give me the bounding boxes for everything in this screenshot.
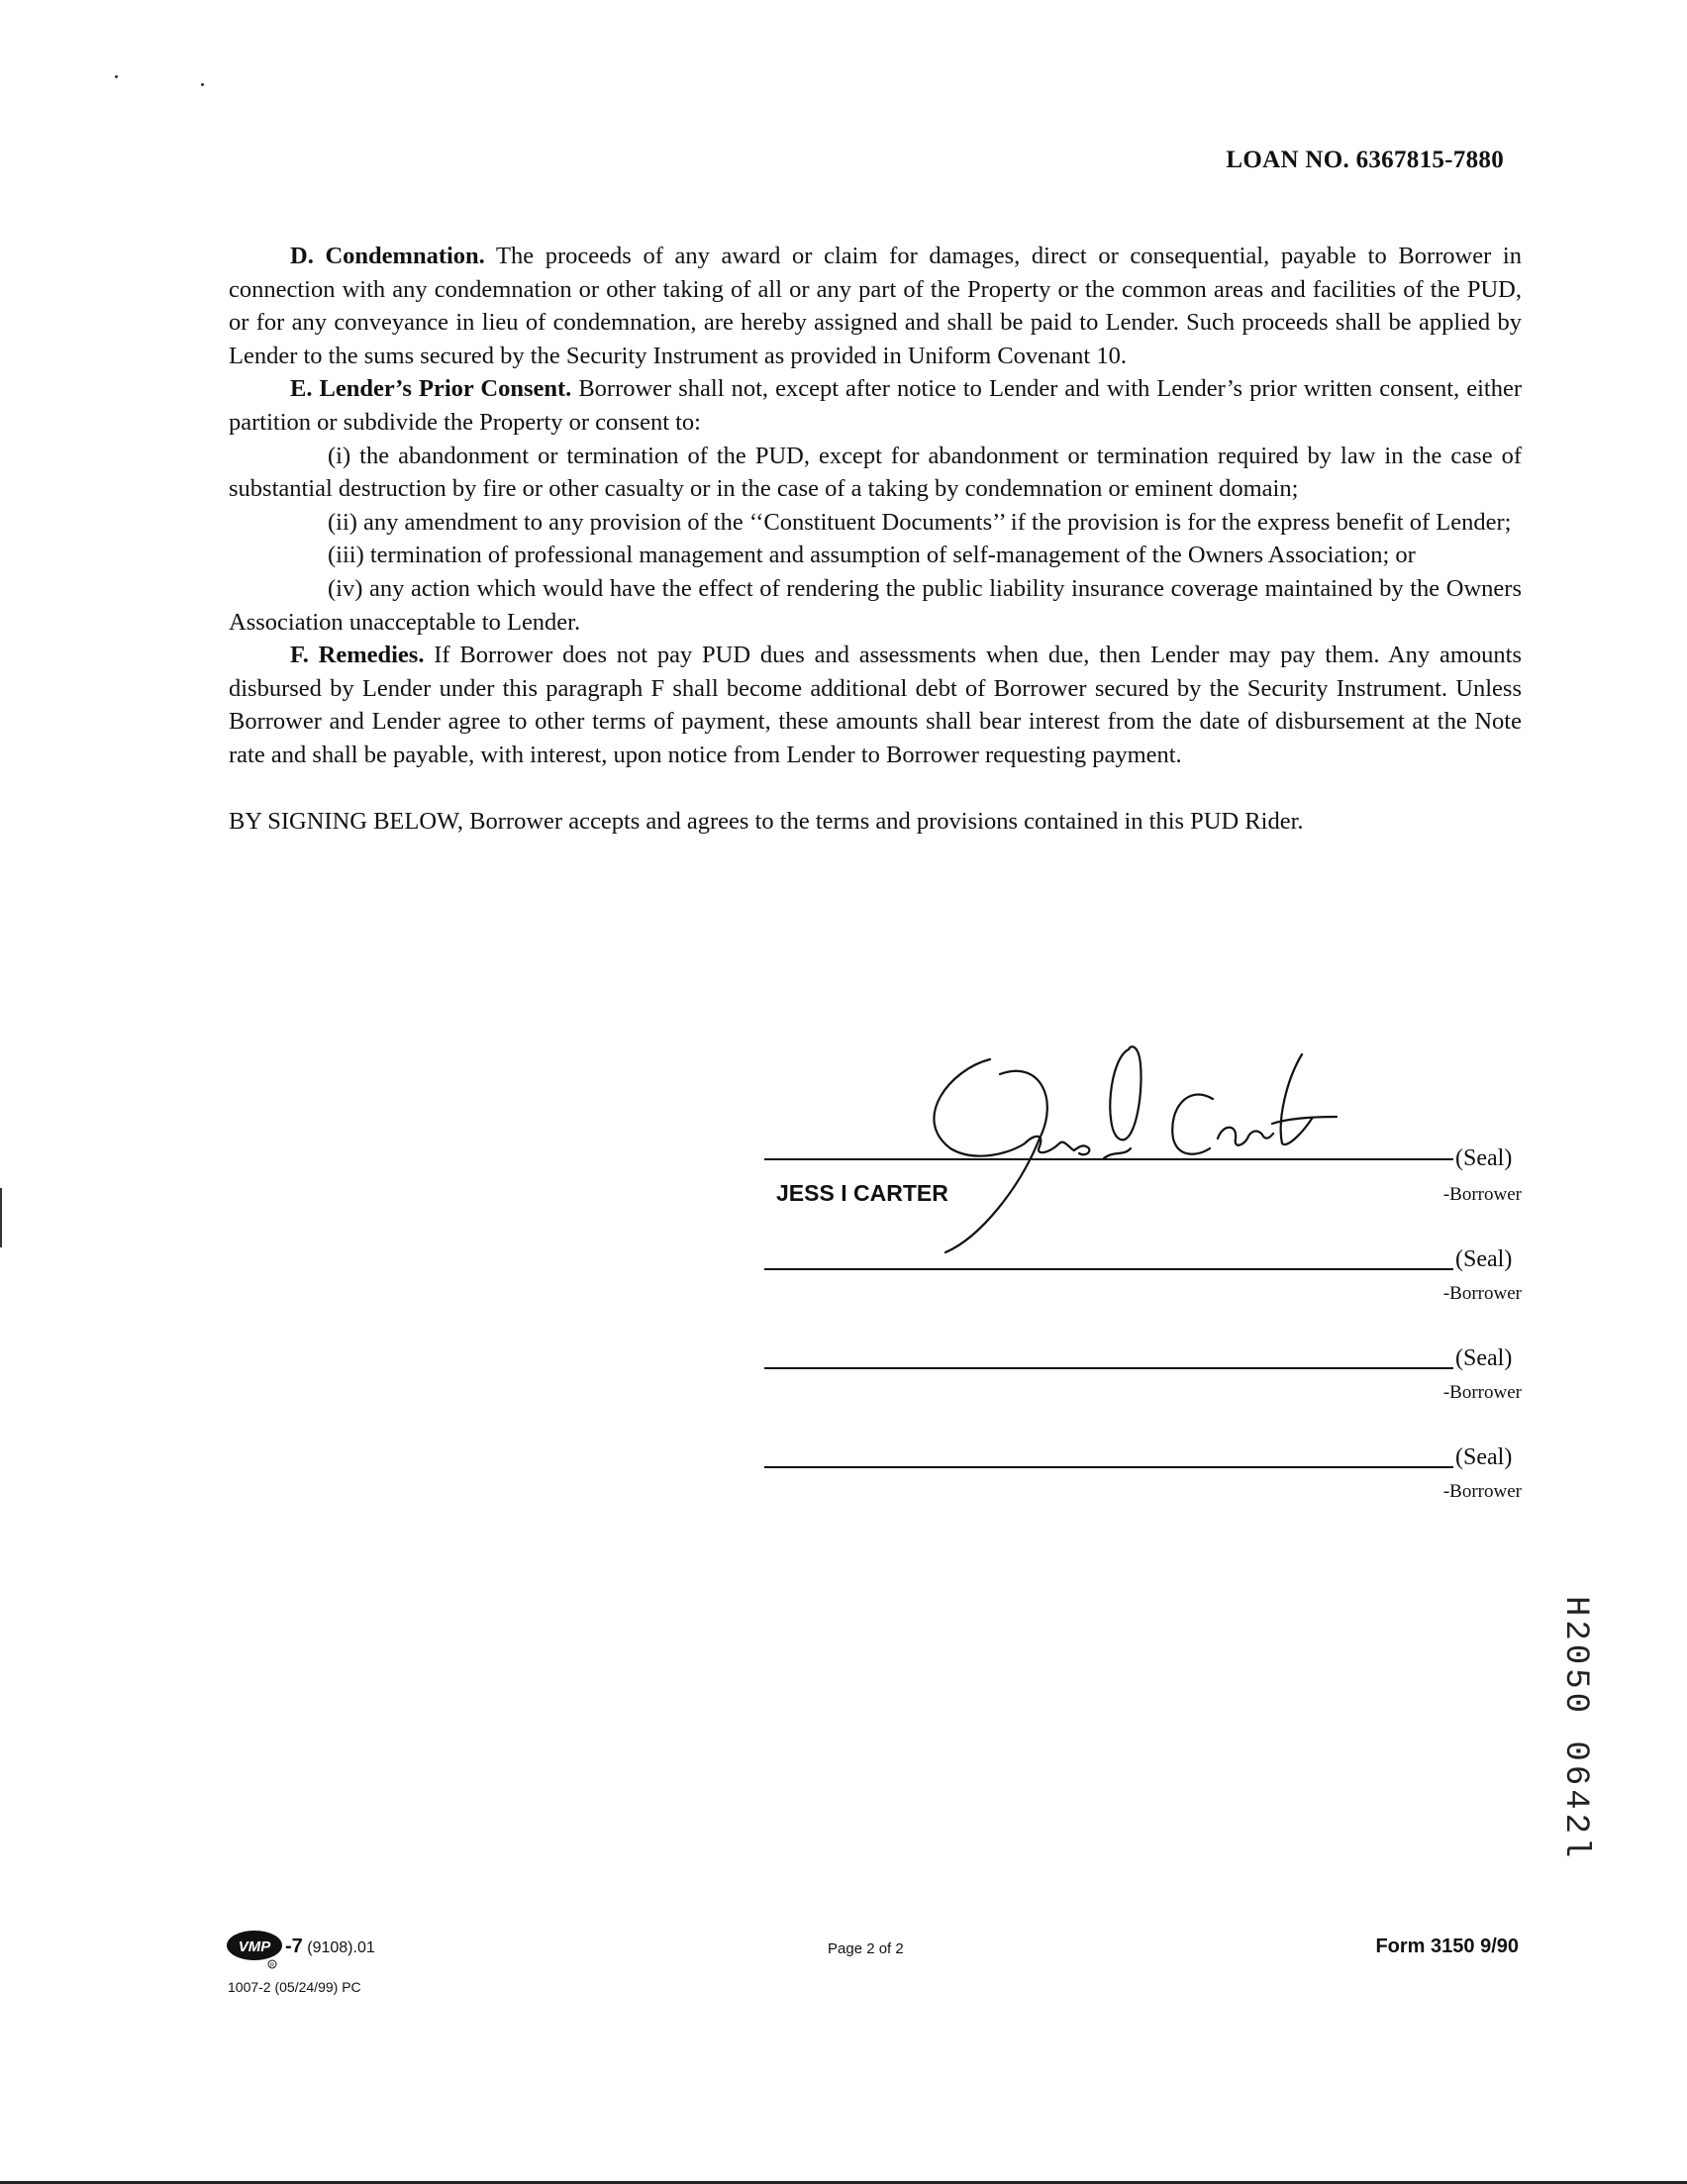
signature-block-4 (764, 1436, 1522, 1507)
section-e-item: (ii) any amendment to any provision of the ‘‘Constituent Documents’’ if the provision is for the express benefit of Lender; (328, 508, 1512, 536)
section-d (229, 240, 1522, 372)
loan-number: LOAN NO. 6367815-7880 (1226, 147, 1504, 173)
seal-label: (Seal) (1455, 1444, 1513, 1470)
borrower-label: -Borrower (1442, 1283, 1522, 1304)
borrower-label: -Borrower (1442, 1184, 1522, 1205)
seal-label: (Seal) (1455, 1345, 1513, 1371)
form-code (285, 1936, 375, 1958)
scan-speck (201, 83, 204, 86)
seal-label: (Seal) (1455, 1145, 1513, 1171)
seal-label: (Seal) (1455, 1246, 1513, 1272)
section-f-text: If Borrower does not pay PUD dues and assessments when due, then Lender may pay them. Any amounts disbursed by Lender under this paragraph F shall become additional debt of Borrower secured by the Security Instrument. Unless Borrower and Lender agree to other terms of payment, these amounts shall bear interest from the date of disbursement at the Note rate and shall be payable, with interest, upon notice from Lender to Borrower requesting payment. (229, 642, 1522, 768)
section-e-item: (iii) termination of professional management and assumption of self-management of the Owners Association; or (328, 542, 1416, 569)
section-d-title: D. Condemnation. (290, 243, 485, 269)
svg-text:R: R (269, 1963, 275, 1969)
section-f (229, 639, 1522, 771)
section-e-item: (i) the abandonment or termination of the PUD, except for abandonment or termination required by law in the case of substantial destruction by fire or other casualty or in the case of a taking by condemnation or eminent domain; (229, 442, 1522, 503)
scan-speck (115, 75, 118, 78)
handwritten-signature (921, 1040, 1436, 1267)
by-signing-statement: BY SIGNING BELOW, Borrower accepts and agrees to the terms and provisions contained in this PUD Rider. (229, 807, 1304, 835)
form-revision: 1007-2 (05/24/99) PC (228, 1979, 361, 1995)
signature-line[interactable] (764, 1367, 1453, 1369)
signature-line[interactable] (764, 1466, 1453, 1468)
borrower-label: -Borrower (1442, 1481, 1522, 1502)
borrower-printed-name: JESS I CARTER (776, 1180, 948, 1206)
vmp-logo (226, 1928, 283, 1969)
section-d-text: The proceeds of any award or claim for damages, direct or consequential, payable to Borrower in connection with any condemnation or other taking of all or any part of the Property or the common areas and facilities of the PUD, or for any conveyance in lieu of condemnation, are hereby assigned and shall be paid to Lender. Such proceeds shall be applied by Lender to the sums secured by the Security Instrument as provided in Uniform Covenant 10. (229, 243, 1522, 369)
signature-line[interactable] (764, 1268, 1453, 1270)
document-stamp: H2050 0642l (1556, 1596, 1594, 1862)
section-e-title: E. Lender’s Prior Consent. (290, 375, 572, 403)
section-e-text: Borrower shall not, except after notice to Lender and with Lender’s prior written consent, either partition or subdivide the Property or consent to: (229, 375, 1523, 436)
form-code-main: -7 (285, 1936, 303, 1957)
section-f-title: F. Remedies. (290, 642, 425, 669)
signature-block-3 (764, 1337, 1522, 1408)
scan-edge-mark (0, 1188, 2, 1247)
svg-text:VMP: VMP (238, 1938, 271, 1955)
rider-body (229, 240, 1522, 838)
form-code-rest: (9108).01 (302, 1939, 375, 1956)
form-number: Form 3150 9/90 (1375, 1936, 1519, 1957)
section-e-item: (iv) any action which would have the effect of rendering the public liability insurance coverage maintained by the Owners Association unacceptable to Lender. (229, 574, 1522, 636)
page-number: Page 2 of 2 (828, 1940, 904, 1957)
borrower-label: -Borrower (1442, 1382, 1522, 1403)
section-e (229, 372, 1522, 439)
